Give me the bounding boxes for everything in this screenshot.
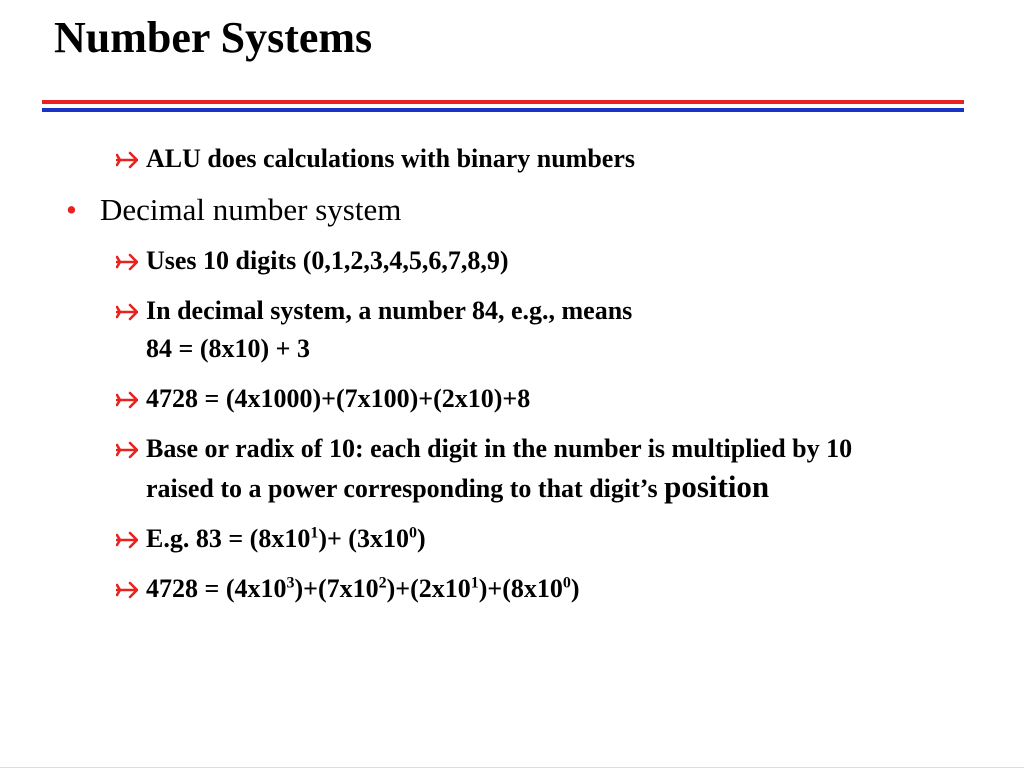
powers-part: 4728 = (4x10 bbox=[146, 574, 287, 603]
airplane-icon bbox=[116, 151, 138, 169]
bullet-radix bbox=[0, 430, 1024, 508]
bullet-alu bbox=[0, 140, 1024, 178]
powers-exponent: 1 bbox=[470, 574, 479, 592]
bullet-decimal-system-text: Decimal number system bbox=[100, 192, 402, 227]
powers-part: ) bbox=[570, 574, 580, 603]
bullet-example-83 bbox=[0, 520, 1024, 558]
bullet-radix-emphasis: position bbox=[664, 469, 770, 504]
powers-part: )+(8x10 bbox=[478, 574, 563, 603]
airplane-icon bbox=[116, 581, 138, 599]
title-underline-red bbox=[42, 100, 964, 104]
powers-part: )+(7x10 bbox=[294, 574, 379, 603]
powers-exponent: 2 bbox=[378, 574, 387, 592]
bullet-digits bbox=[0, 242, 1024, 280]
airplane-icon bbox=[116, 531, 138, 549]
bullet-meaning bbox=[0, 292, 1024, 368]
bullet-meaning-line2: 84 = (8x10) + 3 bbox=[146, 334, 310, 363]
bullet-meaning-line1: In decimal system, a number 84, e.g., means bbox=[146, 296, 633, 325]
slide-title: Number Systems bbox=[54, 13, 373, 62]
powers-exponent: 0 bbox=[562, 574, 571, 592]
title-underline-blue bbox=[42, 108, 964, 112]
eg-part: )+ (3x10 bbox=[318, 524, 409, 553]
eg-exponent: 0 bbox=[408, 524, 417, 542]
eg-part: ) bbox=[416, 524, 426, 553]
airplane-icon bbox=[116, 391, 138, 409]
airplane-icon bbox=[116, 253, 138, 271]
bullet-powers-4728 bbox=[0, 570, 1024, 608]
bullet-digits-text: Uses 10 digits (0,1,2,3,4,5,6,7,8,9) bbox=[146, 246, 509, 275]
eg-exponent: 1 bbox=[310, 524, 319, 542]
bullet-alu-text: ALU does calculations with binary numbers bbox=[146, 144, 635, 173]
airplane-icon bbox=[116, 441, 138, 459]
bullet-expansion bbox=[0, 380, 1024, 418]
airplane-icon bbox=[116, 303, 138, 321]
bullet-radix-text: Base or radix of 10: each digit in the number is multiplied by 10 raised to a power corresponding to that digit’s bbox=[146, 434, 853, 503]
powers-exponent: 3 bbox=[286, 574, 295, 592]
bullet-decimal-system bbox=[0, 190, 1024, 230]
slide-body bbox=[0, 140, 1024, 620]
dot-icon: • bbox=[66, 192, 77, 227]
eg-part: E.g. 83 = (8x10 bbox=[146, 524, 311, 553]
powers-part: )+(2x10 bbox=[386, 574, 471, 603]
bullet-expansion-text: 4728 = (4x1000)+(7x100)+(2x10)+8 bbox=[146, 384, 531, 413]
